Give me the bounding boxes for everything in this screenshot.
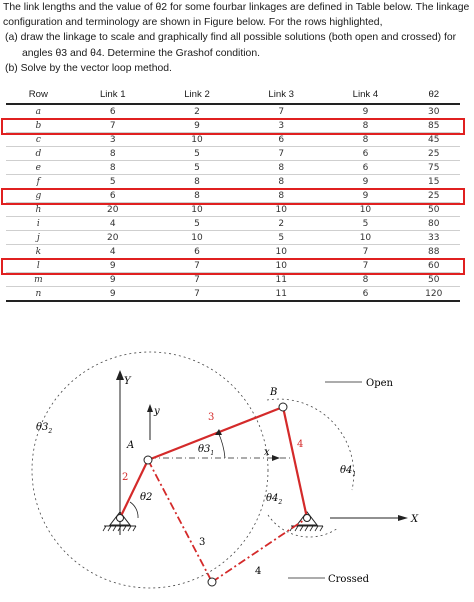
- cell-row: e: [35, 162, 41, 173]
- cell-link4: 8: [362, 120, 369, 131]
- cell-row: c: [35, 134, 41, 145]
- label-X: X: [411, 514, 419, 525]
- cell-link4: 10: [359, 232, 372, 243]
- theta2-angle-arc: [130, 502, 138, 518]
- cell-link2: 10: [191, 204, 203, 215]
- cell-link2: 6: [194, 246, 200, 257]
- label-crossed: Crossed: [328, 574, 370, 585]
- link4-open-line: [283, 407, 307, 518]
- problem-statement: [3, 0, 471, 76]
- x-axis-arrow-icon: [398, 515, 408, 521]
- cell-theta2: 60: [428, 260, 440, 271]
- cell-link4: 9: [362, 106, 369, 117]
- label-y: y: [154, 406, 160, 417]
- cell-link4: 9: [362, 190, 369, 201]
- label-Y: Y: [124, 376, 131, 387]
- label-x: x: [264, 447, 270, 458]
- cell-link4: 7: [362, 260, 369, 271]
- cell-link2: 9: [194, 120, 200, 131]
- cell-link3: 7: [278, 106, 285, 117]
- cell-link1: 5: [109, 176, 116, 187]
- table-row: [6, 104, 460, 119]
- cell-link4: 7: [362, 246, 369, 257]
- cell-row: m: [34, 274, 43, 285]
- cell-link1: 9: [109, 260, 116, 271]
- table-header-row: [6, 85, 460, 104]
- col-header-link4: Link 4: [323, 85, 407, 104]
- theta3-1-angle-arc: [218, 432, 225, 458]
- cell-link1: 20: [107, 232, 119, 243]
- linkage-figure: [0, 340, 474, 602]
- label-A: A: [127, 440, 135, 451]
- cell-row: n: [35, 288, 42, 299]
- table-row: [6, 175, 460, 189]
- cell-link1: 7: [109, 120, 116, 131]
- cell-theta2: 30: [428, 106, 440, 117]
- cell-link3: 10: [275, 246, 287, 257]
- label-link2: 2: [122, 472, 129, 483]
- cell-link2: 5: [194, 218, 200, 229]
- table-row: [6, 287, 460, 302]
- col-header-link3: Link 3: [239, 85, 323, 104]
- theta3-2-arc: [32, 352, 268, 588]
- theta4-1-arc: [267, 399, 357, 490]
- cell-theta2: 80: [428, 218, 440, 229]
- highlight-box-row-b: [1, 118, 465, 135]
- y-axis-arrow-icon: [116, 370, 124, 380]
- cell-row: h: [35, 204, 42, 215]
- cell-theta2: 50: [428, 274, 440, 285]
- cell-link4: 8: [362, 134, 369, 145]
- label-B: B: [270, 387, 278, 398]
- label-link4: 4: [297, 439, 304, 450]
- cell-link1: 8: [109, 148, 116, 159]
- cell-link2: 10: [191, 232, 203, 243]
- cell-link3: 11: [275, 288, 287, 299]
- table-row: [6, 245, 460, 259]
- link2-line: [120, 460, 148, 518]
- cell-link3: 3: [278, 120, 285, 131]
- cell-theta2: 15: [428, 176, 440, 187]
- cell-link4: 10: [359, 204, 372, 215]
- part-a: (a) draw the linkage to scale and graphically find all possible solutions (both open and crossed) for angles θ3 and θ4. Determine the Grashof condition.: [5, 32, 457, 59]
- cell-row: k: [35, 246, 42, 257]
- label-theta4-2: $\theta 4_2$: [266, 493, 283, 506]
- cell-link3: 10: [275, 204, 287, 215]
- cell-link3: 5: [278, 232, 285, 243]
- joint-o4: [304, 515, 311, 522]
- joint-o2: [117, 515, 124, 522]
- cell-row: b: [35, 120, 42, 131]
- col-header-theta2: θ2: [408, 85, 460, 104]
- label-link3: 3: [208, 412, 215, 423]
- cell-theta2: 25: [428, 190, 440, 201]
- cell-row: l: [36, 260, 40, 271]
- cell-theta2: 75: [428, 162, 440, 173]
- link3-crossed-line: [148, 460, 212, 582]
- cell-row: g: [35, 190, 42, 201]
- table-row: [6, 147, 460, 161]
- cell-link3: 10: [275, 260, 287, 271]
- cell-link3: 7: [278, 148, 285, 159]
- cell-link4: 6: [362, 288, 369, 299]
- cell-link2: 7: [194, 260, 200, 271]
- local-x-arrow-icon: [272, 455, 280, 461]
- cell-link2: 5: [194, 148, 200, 159]
- link3-open-line: [148, 407, 283, 460]
- cell-link2: 8: [194, 190, 200, 201]
- cell-theta2: 88: [428, 246, 440, 257]
- linkage-table-container: [6, 85, 460, 302]
- cell-row: j: [36, 232, 40, 243]
- cell-link4: 6: [362, 162, 369, 173]
- cell-theta2: 33: [428, 232, 440, 243]
- col-header-link1: Link 1: [71, 85, 155, 104]
- table-row: [6, 161, 460, 175]
- cell-link1: 3: [109, 134, 116, 145]
- cell-link4: 8: [362, 274, 369, 285]
- cell-link3: 8: [278, 176, 285, 187]
- cell-theta2: 120: [425, 288, 443, 299]
- cell-link1: 6: [109, 106, 116, 117]
- cell-theta2: 85: [428, 120, 440, 131]
- cell-link1: 9: [109, 274, 116, 285]
- cell-row: d: [35, 148, 42, 159]
- cell-link3: 8: [278, 162, 285, 173]
- label-link4-crossed: 4: [255, 566, 262, 577]
- problem-intro: The link lengths and the value of θ2 for some fourbar linkages are defined in Table below. The linkage configuration and terminology are shown in Figure below. For the rows highlighted,: [3, 2, 470, 29]
- cell-link1: 9: [109, 288, 116, 299]
- cell-link4: 5: [362, 218, 369, 229]
- cell-link4: 6: [362, 148, 369, 159]
- highlight-box-row-g: [1, 188, 465, 205]
- joint-b-crossed: [208, 578, 216, 586]
- cell-row: i: [36, 218, 40, 229]
- cell-link1: 20: [107, 204, 119, 215]
- cell-link2: 8: [194, 176, 200, 187]
- label-theta4-1: $\theta 4_1$: [340, 465, 357, 478]
- table-row: [6, 217, 460, 231]
- cell-link1: 8: [109, 162, 116, 173]
- cell-theta2: 50: [428, 204, 440, 215]
- local-y-arrow-icon: [147, 404, 153, 412]
- cell-link1: 4: [109, 246, 116, 257]
- cell-link3: 2: [278, 218, 285, 229]
- cell-link2: 5: [194, 162, 200, 173]
- cell-link1: 6: [109, 190, 116, 201]
- part-b: (b) Solve by the vector loop method.: [5, 62, 172, 74]
- cell-link2: 7: [194, 274, 200, 285]
- cell-row: a: [35, 106, 42, 117]
- label-link3-crossed: 3: [199, 537, 206, 548]
- col-header-link2: Link 2: [155, 85, 239, 104]
- label-theta3-2: $\theta 3_2$: [36, 422, 53, 435]
- label-open: Open: [366, 378, 393, 389]
- highlight-box-row-l: [1, 258, 465, 275]
- label-theta3-1: $\theta 3_1$: [198, 444, 215, 457]
- cell-link2: 10: [191, 134, 203, 145]
- cell-link3: 8: [278, 190, 285, 201]
- joint-b-open: [279, 403, 287, 411]
- cell-link3: 6: [278, 134, 285, 145]
- cell-row: f: [36, 176, 40, 187]
- cell-theta2: 45: [428, 134, 440, 145]
- cell-link4: 9: [362, 176, 369, 187]
- cell-link2: 7: [194, 288, 200, 299]
- label-theta2: θ2: [140, 492, 153, 503]
- cell-link3: 11: [275, 274, 287, 285]
- cell-link1: 4: [109, 218, 116, 229]
- cell-theta2: 25: [428, 148, 440, 159]
- joint-a: [144, 456, 152, 464]
- cell-link2: 2: [194, 106, 200, 117]
- table-row: [6, 231, 460, 245]
- col-header-row: Row: [6, 85, 71, 104]
